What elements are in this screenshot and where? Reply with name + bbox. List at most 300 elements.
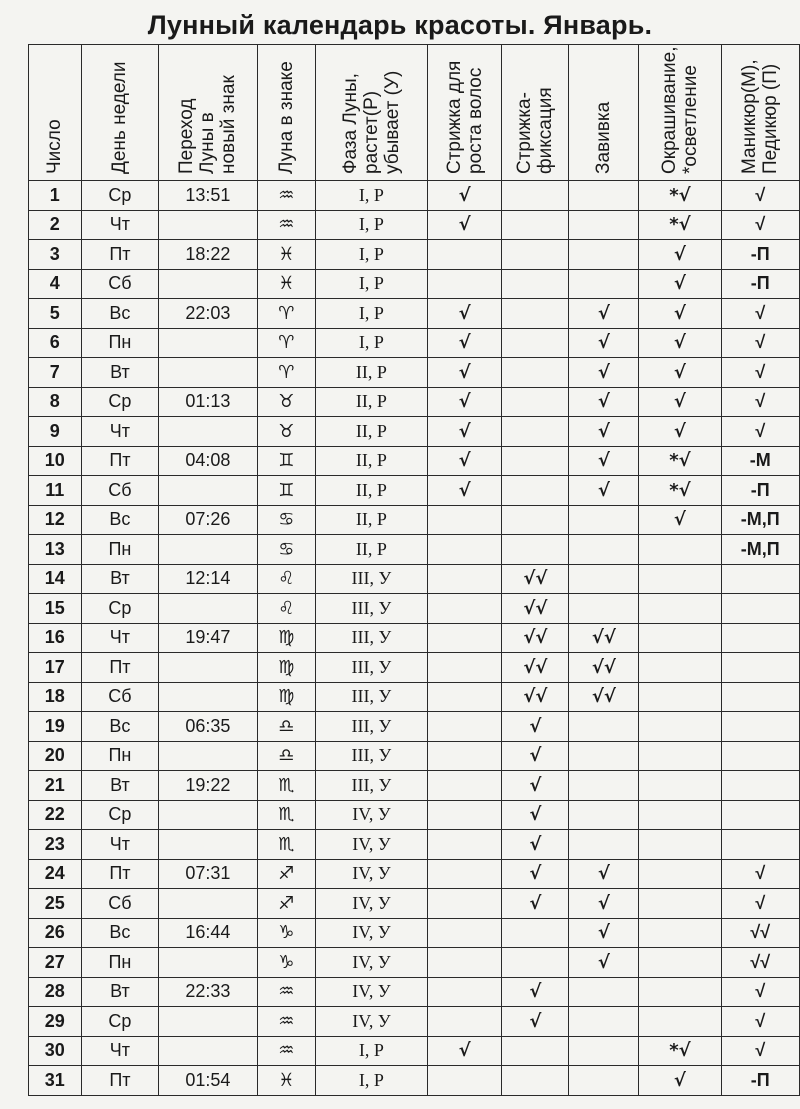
moon-phase: I, Р bbox=[316, 299, 428, 329]
zodiac-sign-icon: ♓ bbox=[257, 240, 315, 270]
day-of-week: Вс bbox=[81, 505, 159, 535]
haircut-growth-mark bbox=[427, 535, 502, 565]
perm-mark: √√ bbox=[569, 653, 639, 683]
transition-time bbox=[159, 1036, 257, 1066]
manicure-pedicure-mark: -М,П bbox=[721, 505, 799, 535]
table-row bbox=[29, 446, 800, 476]
haircut-growth-mark: √ bbox=[427, 181, 502, 211]
haircut-fixation-mark bbox=[502, 446, 569, 476]
zodiac-sign-icon: ♎ bbox=[257, 712, 315, 742]
haircut-fixation-mark: √ bbox=[502, 712, 569, 742]
haircut-growth-mark: √ bbox=[427, 387, 502, 417]
haircut-growth-mark bbox=[427, 712, 502, 742]
moon-phase: III, У bbox=[316, 623, 428, 653]
page-title: Лунный календарь красоты. Январь. bbox=[147, 10, 653, 40]
moon-phase: IV, У bbox=[316, 918, 428, 948]
zodiac-sign-icon: ♒ bbox=[257, 181, 315, 211]
day-number: 21 bbox=[29, 771, 82, 801]
moon-phase: III, У bbox=[316, 682, 428, 712]
day-of-week: Чт bbox=[81, 417, 159, 447]
haircut-fixation-mark bbox=[502, 387, 569, 417]
day-of-week: Ср bbox=[81, 594, 159, 624]
haircut-fixation-mark bbox=[502, 358, 569, 388]
table-row bbox=[29, 771, 800, 801]
day-of-week: Чт bbox=[81, 1036, 159, 1066]
day-of-week: Сб bbox=[81, 682, 159, 712]
transition-time bbox=[159, 1007, 257, 1037]
manicure-pedicure-mark bbox=[721, 741, 799, 771]
day-number: 27 bbox=[29, 948, 82, 978]
zodiac-sign-icon: ♓ bbox=[257, 269, 315, 299]
perm-mark: √ bbox=[569, 358, 639, 388]
manicure-pedicure-mark bbox=[721, 800, 799, 830]
manicure-pedicure-mark: √ bbox=[721, 1007, 799, 1037]
day-number: 8 bbox=[29, 387, 82, 417]
table-row bbox=[29, 1007, 800, 1037]
moon-phase: II, Р bbox=[316, 417, 428, 447]
day-number: 13 bbox=[29, 535, 82, 565]
transition-time bbox=[159, 653, 257, 683]
lunar-calendar-table bbox=[28, 44, 800, 1096]
transition-time: 07:31 bbox=[159, 859, 257, 889]
haircut-fixation-mark: √ bbox=[502, 1007, 569, 1037]
coloring-mark: √ bbox=[639, 299, 721, 329]
coloring-mark bbox=[639, 682, 721, 712]
coloring-mark: √ bbox=[639, 240, 721, 270]
perm-mark bbox=[569, 712, 639, 742]
haircut-fixation-mark: √ bbox=[502, 830, 569, 860]
table-row bbox=[29, 741, 800, 771]
haircut-growth-mark bbox=[427, 269, 502, 299]
moon-phase: III, У bbox=[316, 594, 428, 624]
haircut-growth-mark: √ bbox=[427, 446, 502, 476]
coloring-mark bbox=[639, 535, 721, 565]
haircut-fixation-mark bbox=[502, 1066, 569, 1096]
manicure-pedicure-mark: -П bbox=[721, 240, 799, 270]
day-number: 30 bbox=[29, 1036, 82, 1066]
day-of-week: Чт bbox=[81, 623, 159, 653]
moon-phase: IV, У bbox=[316, 889, 428, 919]
zodiac-sign-icon: ♋ bbox=[257, 535, 315, 565]
manicure-pedicure-mark bbox=[721, 771, 799, 801]
day-of-week: Вс bbox=[81, 299, 159, 329]
haircut-growth-mark bbox=[427, 623, 502, 653]
table-row bbox=[29, 948, 800, 978]
header-row bbox=[29, 45, 800, 181]
zodiac-sign-icon: ♒ bbox=[257, 977, 315, 1007]
manicure-pedicure-mark: -П bbox=[721, 476, 799, 506]
manicure-pedicure-mark bbox=[721, 653, 799, 683]
haircut-growth-mark bbox=[427, 594, 502, 624]
day-number: 1 bbox=[29, 181, 82, 211]
manicure-pedicure-mark: √ bbox=[721, 859, 799, 889]
coloring-mark: √ bbox=[639, 1066, 721, 1096]
manicure-pedicure-mark bbox=[721, 830, 799, 860]
day-of-week: Чт bbox=[81, 210, 159, 240]
haircut-fixation-mark bbox=[502, 1036, 569, 1066]
header-day-of-week: День недели bbox=[81, 45, 159, 181]
day-number: 22 bbox=[29, 800, 82, 830]
table-row bbox=[29, 1036, 800, 1066]
day-of-week: Ср bbox=[81, 181, 159, 211]
day-number: 31 bbox=[29, 1066, 82, 1096]
table-row bbox=[29, 977, 800, 1007]
zodiac-sign-icon: ♒ bbox=[257, 210, 315, 240]
day-of-week: Пт bbox=[81, 653, 159, 683]
transition-time bbox=[159, 682, 257, 712]
day-number: 2 bbox=[29, 210, 82, 240]
perm-mark bbox=[569, 800, 639, 830]
manicure-pedicure-mark: √ bbox=[721, 358, 799, 388]
table-row bbox=[29, 417, 800, 447]
coloring-mark: *√ bbox=[639, 1036, 721, 1066]
coloring-mark: *√ bbox=[639, 446, 721, 476]
manicure-pedicure-mark bbox=[721, 623, 799, 653]
day-number: 14 bbox=[29, 564, 82, 594]
moon-phase: I, Р bbox=[316, 210, 428, 240]
haircut-fixation-mark bbox=[502, 535, 569, 565]
coloring-mark: *√ bbox=[639, 210, 721, 240]
perm-mark bbox=[569, 771, 639, 801]
day-number: 16 bbox=[29, 623, 82, 653]
zodiac-sign-icon: ♏ bbox=[257, 830, 315, 860]
day-of-week: Вс bbox=[81, 712, 159, 742]
day-of-week: Вс bbox=[81, 918, 159, 948]
coloring-mark bbox=[639, 889, 721, 919]
moon-phase: II, Р bbox=[316, 358, 428, 388]
haircut-growth-mark bbox=[427, 830, 502, 860]
coloring-mark: √ bbox=[639, 387, 721, 417]
perm-mark: √ bbox=[569, 476, 639, 506]
day-number: 4 bbox=[29, 269, 82, 299]
zodiac-sign-icon: ♊ bbox=[257, 476, 315, 506]
haircut-growth-mark: √ bbox=[427, 1036, 502, 1066]
zodiac-sign-icon: ♉ bbox=[257, 417, 315, 447]
table-row bbox=[29, 653, 800, 683]
transition-time bbox=[159, 948, 257, 978]
table-row bbox=[29, 889, 800, 919]
coloring-mark bbox=[639, 859, 721, 889]
transition-time: 22:03 bbox=[159, 299, 257, 329]
haircut-growth-mark: √ bbox=[427, 476, 502, 506]
day-of-week: Пт bbox=[81, 446, 159, 476]
table-row bbox=[29, 328, 800, 358]
transition-time: 19:47 bbox=[159, 623, 257, 653]
perm-mark: √ bbox=[569, 417, 639, 447]
table-row bbox=[29, 535, 800, 565]
day-number: 19 bbox=[29, 712, 82, 742]
transition-time: 04:08 bbox=[159, 446, 257, 476]
coloring-mark bbox=[639, 800, 721, 830]
day-of-week: Вт bbox=[81, 564, 159, 594]
perm-mark bbox=[569, 505, 639, 535]
zodiac-sign-icon: ♈ bbox=[257, 358, 315, 388]
zodiac-sign-icon: ♍ bbox=[257, 653, 315, 683]
haircut-growth-mark bbox=[427, 1007, 502, 1037]
transition-time: 07:26 bbox=[159, 505, 257, 535]
haircut-growth-mark bbox=[427, 977, 502, 1007]
moon-phase: III, У bbox=[316, 564, 428, 594]
haircut-growth-mark bbox=[427, 682, 502, 712]
zodiac-sign-icon: ♍ bbox=[257, 682, 315, 712]
transition-time bbox=[159, 358, 257, 388]
transition-time: 13:51 bbox=[159, 181, 257, 211]
day-number: 24 bbox=[29, 859, 82, 889]
moon-phase: I, Р bbox=[316, 240, 428, 270]
day-number: 3 bbox=[29, 240, 82, 270]
coloring-mark bbox=[639, 918, 721, 948]
perm-mark bbox=[569, 535, 639, 565]
perm-mark bbox=[569, 977, 639, 1007]
transition-time bbox=[159, 594, 257, 624]
zodiac-sign-icon: ♉ bbox=[257, 387, 315, 417]
header-manicure-pedicure: Маникюр(М), Педикюр (П) bbox=[721, 45, 799, 181]
coloring-mark bbox=[639, 741, 721, 771]
coloring-mark bbox=[639, 712, 721, 742]
table-row bbox=[29, 830, 800, 860]
perm-mark bbox=[569, 830, 639, 860]
perm-mark: √√ bbox=[569, 623, 639, 653]
day-number: 28 bbox=[29, 977, 82, 1007]
table-row bbox=[29, 476, 800, 506]
manicure-pedicure-mark bbox=[721, 712, 799, 742]
haircut-fixation-mark: √√ bbox=[502, 653, 569, 683]
table-row bbox=[29, 623, 800, 653]
transition-time bbox=[159, 210, 257, 240]
header-coloring: Окрашивание, *осветление bbox=[639, 45, 721, 181]
perm-mark bbox=[569, 181, 639, 211]
table-row bbox=[29, 1066, 800, 1096]
coloring-mark bbox=[639, 564, 721, 594]
manicure-pedicure-mark: -П bbox=[721, 269, 799, 299]
transition-time bbox=[159, 889, 257, 919]
table-row bbox=[29, 564, 800, 594]
zodiac-sign-icon: ♋ bbox=[257, 505, 315, 535]
manicure-pedicure-mark: √ bbox=[721, 889, 799, 919]
table-row bbox=[29, 800, 800, 830]
haircut-growth-mark bbox=[427, 240, 502, 270]
perm-mark bbox=[569, 1036, 639, 1066]
transition-time: 16:44 bbox=[159, 918, 257, 948]
perm-mark: √ bbox=[569, 387, 639, 417]
haircut-fixation-mark: √√ bbox=[502, 564, 569, 594]
haircut-growth-mark bbox=[427, 1066, 502, 1096]
transition-time bbox=[159, 830, 257, 860]
coloring-mark: √ bbox=[639, 358, 721, 388]
perm-mark: √ bbox=[569, 446, 639, 476]
day-of-week: Ср bbox=[81, 1007, 159, 1037]
transition-time bbox=[159, 741, 257, 771]
moon-phase: II, Р bbox=[316, 387, 428, 417]
haircut-fixation-mark bbox=[502, 269, 569, 299]
moon-phase: I, Р bbox=[316, 1066, 428, 1096]
manicure-pedicure-mark bbox=[721, 682, 799, 712]
table-row bbox=[29, 387, 800, 417]
day-of-week: Ср bbox=[81, 800, 159, 830]
manicure-pedicure-mark: -М bbox=[721, 446, 799, 476]
moon-phase: III, У bbox=[316, 712, 428, 742]
day-of-week: Пт bbox=[81, 240, 159, 270]
transition-time: 22:33 bbox=[159, 977, 257, 1007]
coloring-mark bbox=[639, 594, 721, 624]
zodiac-sign-icon: ♌ bbox=[257, 564, 315, 594]
haircut-growth-mark bbox=[427, 889, 502, 919]
day-number: 17 bbox=[29, 653, 82, 683]
transition-time: 12:14 bbox=[159, 564, 257, 594]
table-row bbox=[29, 712, 800, 742]
perm-mark: √ bbox=[569, 859, 639, 889]
moon-phase: IV, У bbox=[316, 948, 428, 978]
haircut-fixation-mark bbox=[502, 918, 569, 948]
haircut-growth-mark: √ bbox=[427, 358, 502, 388]
haircut-fixation-mark: √√ bbox=[502, 623, 569, 653]
haircut-growth-mark bbox=[427, 653, 502, 683]
table-row bbox=[29, 682, 800, 712]
moon-phase: II, Р bbox=[316, 446, 428, 476]
haircut-fixation-mark bbox=[502, 240, 569, 270]
day-number: 11 bbox=[29, 476, 82, 506]
perm-mark bbox=[569, 269, 639, 299]
moon-phase: III, У bbox=[316, 741, 428, 771]
perm-mark bbox=[569, 1066, 639, 1096]
haircut-fixation-mark bbox=[502, 299, 569, 329]
moon-phase: I, Р bbox=[316, 181, 428, 211]
day-of-week: Пн bbox=[81, 948, 159, 978]
transition-time: 06:35 bbox=[159, 712, 257, 742]
day-of-week: Сб bbox=[81, 889, 159, 919]
manicure-pedicure-mark bbox=[721, 564, 799, 594]
header-haircut-fixation: Стрижка- фиксация bbox=[502, 45, 569, 181]
moon-phase: II, Р bbox=[316, 535, 428, 565]
moon-phase: III, У bbox=[316, 653, 428, 683]
coloring-mark bbox=[639, 623, 721, 653]
zodiac-sign-icon: ♐ bbox=[257, 859, 315, 889]
zodiac-sign-icon: ♎ bbox=[257, 741, 315, 771]
haircut-fixation-mark: √√ bbox=[502, 594, 569, 624]
manicure-pedicure-mark: √√ bbox=[721, 918, 799, 948]
table-row bbox=[29, 181, 800, 211]
day-of-week: Ср bbox=[81, 387, 159, 417]
day-number: 12 bbox=[29, 505, 82, 535]
coloring-mark: √ bbox=[639, 417, 721, 447]
zodiac-sign-icon: ♊ bbox=[257, 446, 315, 476]
manicure-pedicure-mark: √ bbox=[721, 181, 799, 211]
perm-mark: √ bbox=[569, 328, 639, 358]
haircut-fixation-mark bbox=[502, 181, 569, 211]
day-of-week: Вт bbox=[81, 771, 159, 801]
day-number: 23 bbox=[29, 830, 82, 860]
haircut-fixation-mark: √ bbox=[502, 859, 569, 889]
transition-time: 18:22 bbox=[159, 240, 257, 270]
zodiac-sign-icon: ♈ bbox=[257, 328, 315, 358]
haircut-growth-mark bbox=[427, 918, 502, 948]
manicure-pedicure-mark: √ bbox=[721, 328, 799, 358]
moon-phase: IV, У bbox=[316, 977, 428, 1007]
zodiac-sign-icon: ♏ bbox=[257, 771, 315, 801]
perm-mark bbox=[569, 1007, 639, 1037]
transition-time bbox=[159, 535, 257, 565]
zodiac-sign-icon: ♍ bbox=[257, 623, 315, 653]
haircut-growth-mark bbox=[427, 741, 502, 771]
table-row bbox=[29, 918, 800, 948]
moon-phase: I, Р bbox=[316, 269, 428, 299]
zodiac-sign-icon: ♐ bbox=[257, 889, 315, 919]
zodiac-sign-icon: ♏ bbox=[257, 800, 315, 830]
haircut-fixation-mark bbox=[502, 210, 569, 240]
table-row bbox=[29, 299, 800, 329]
manicure-pedicure-mark: √ bbox=[721, 977, 799, 1007]
table-row bbox=[29, 859, 800, 889]
header-moon-phase: Фаза Луны, растет(Р) убывает (У) bbox=[316, 45, 428, 181]
moon-phase: IV, У bbox=[316, 830, 428, 860]
haircut-growth-mark: √ bbox=[427, 417, 502, 447]
moon-phase: IV, У bbox=[316, 1007, 428, 1037]
haircut-growth-mark bbox=[427, 564, 502, 594]
coloring-mark: √ bbox=[639, 328, 721, 358]
day-number: 18 bbox=[29, 682, 82, 712]
zodiac-sign-icon: ♌ bbox=[257, 594, 315, 624]
manicure-pedicure-mark: √ bbox=[721, 387, 799, 417]
coloring-mark bbox=[639, 1007, 721, 1037]
day-of-week: Пт bbox=[81, 859, 159, 889]
zodiac-sign-icon: ♈ bbox=[257, 299, 315, 329]
perm-mark: √√ bbox=[569, 682, 639, 712]
moon-phase: IV, У bbox=[316, 800, 428, 830]
haircut-fixation-mark: √ bbox=[502, 771, 569, 801]
transition-time bbox=[159, 417, 257, 447]
transition-time bbox=[159, 800, 257, 830]
day-of-week: Пн bbox=[81, 328, 159, 358]
day-number: 6 bbox=[29, 328, 82, 358]
transition-time: 19:22 bbox=[159, 771, 257, 801]
haircut-growth-mark bbox=[427, 505, 502, 535]
haircut-growth-mark: √ bbox=[427, 210, 502, 240]
day-number: 7 bbox=[29, 358, 82, 388]
day-number: 10 bbox=[29, 446, 82, 476]
coloring-mark: *√ bbox=[639, 181, 721, 211]
perm-mark bbox=[569, 564, 639, 594]
table-row bbox=[29, 210, 800, 240]
perm-mark bbox=[569, 741, 639, 771]
haircut-fixation-mark: √ bbox=[502, 800, 569, 830]
haircut-fixation-mark bbox=[502, 328, 569, 358]
moon-phase: I, Р bbox=[316, 328, 428, 358]
header-haircut-growth: Стрижка для роста волос bbox=[427, 45, 502, 181]
manicure-pedicure-mark bbox=[721, 594, 799, 624]
haircut-fixation-mark: √ bbox=[502, 889, 569, 919]
day-number: 20 bbox=[29, 741, 82, 771]
haircut-fixation-mark bbox=[502, 476, 569, 506]
haircut-growth-mark: √ bbox=[427, 299, 502, 329]
moon-phase: II, Р bbox=[316, 505, 428, 535]
zodiac-sign-icon: ♑ bbox=[257, 918, 315, 948]
transition-time bbox=[159, 328, 257, 358]
day-of-week: Сб bbox=[81, 476, 159, 506]
moon-phase: II, Р bbox=[316, 476, 428, 506]
table-row bbox=[29, 269, 800, 299]
perm-mark bbox=[569, 210, 639, 240]
haircut-growth-mark bbox=[427, 771, 502, 801]
header-moon-sign: Луна в знаке bbox=[257, 45, 315, 181]
haircut-fixation-mark bbox=[502, 948, 569, 978]
zodiac-sign-icon: ♑ bbox=[257, 948, 315, 978]
day-of-week: Вт bbox=[81, 977, 159, 1007]
coloring-mark: √ bbox=[639, 505, 721, 535]
transition-time bbox=[159, 476, 257, 506]
moon-phase: IV, У bbox=[316, 859, 428, 889]
day-number: 5 bbox=[29, 299, 82, 329]
day-number: 25 bbox=[29, 889, 82, 919]
